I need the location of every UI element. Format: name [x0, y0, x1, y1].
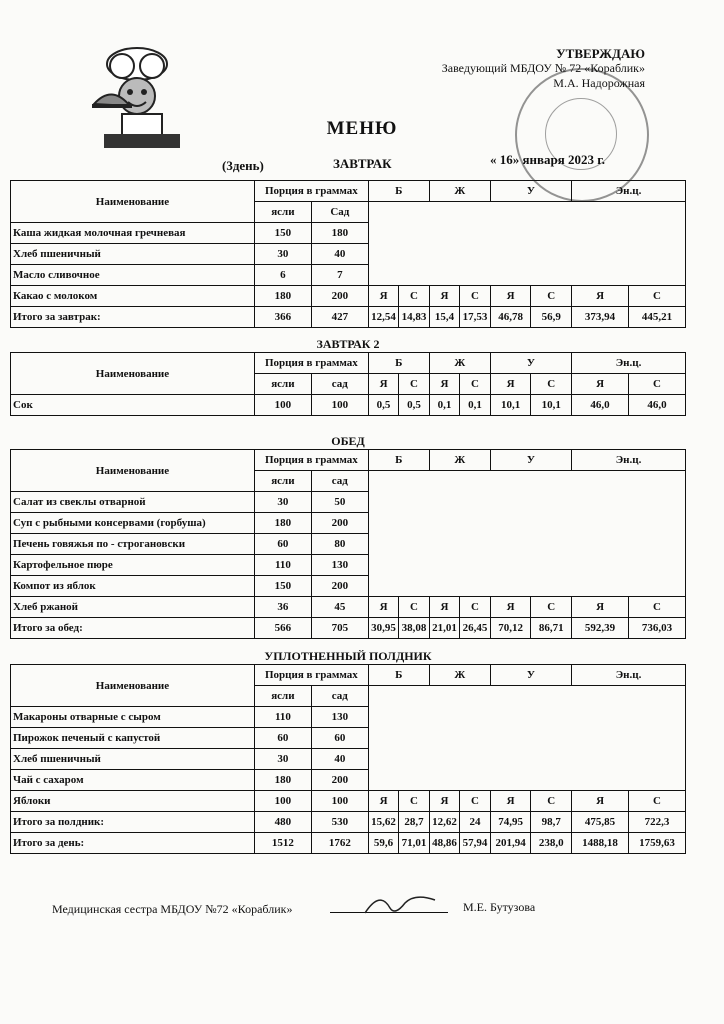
table-row [11, 791, 686, 812]
item-yasli: 110 [254, 555, 311, 576]
item-name: Каша жидкая молочная гречневая [11, 223, 255, 244]
item-name: Суп с рыбными консервами (горбуша) [11, 513, 255, 534]
header-portion: Порция в граммах [254, 353, 368, 374]
total-value: 12,54 [368, 307, 398, 328]
header-en: Эн.ц. [572, 450, 686, 471]
total-yasli: 566 [254, 618, 311, 639]
blank-area [368, 223, 685, 244]
table-row [11, 492, 686, 513]
table-row [11, 265, 686, 286]
item-sad: 200 [311, 286, 368, 307]
total-value: 71,01 [399, 833, 429, 854]
table-row [11, 576, 686, 597]
total-value: 14,83 [399, 307, 429, 328]
day-label: (3день) [222, 158, 264, 173]
header-ya: Я [368, 597, 398, 618]
total-value: 30,95 [368, 618, 398, 639]
item-name: Салат из свеклы отварной [11, 492, 255, 513]
breakfast2-table [10, 352, 686, 416]
item-sad: 40 [311, 749, 368, 770]
snack-table [10, 664, 686, 854]
item-sad: 7 [311, 265, 368, 286]
total-value: 1488,18 [572, 833, 629, 854]
item-name: Хлеб пшеничный [11, 244, 255, 265]
header-name: Наименование [11, 665, 255, 707]
header-s: С [629, 791, 686, 812]
header-s: С [629, 597, 686, 618]
item-sad: 40 [311, 244, 368, 265]
table-row [11, 728, 686, 749]
total-value: 26,45 [460, 618, 491, 639]
lunch-table [10, 449, 686, 639]
item-yasli: 30 [254, 492, 311, 513]
page-title: МЕНЮ [326, 118, 398, 139]
header-sad: сад [311, 686, 368, 707]
table-row [11, 513, 686, 534]
header-s: С [399, 286, 429, 307]
total-value: 238,0 [531, 833, 572, 854]
header-name: Наименование [11, 181, 255, 223]
item-value: 10,1 [531, 395, 572, 416]
blank-area [368, 728, 685, 749]
header-u: У [490, 353, 571, 374]
item-name: Компот из яблок [11, 576, 255, 597]
total-row [11, 812, 686, 833]
blank-area [368, 686, 685, 707]
breakfast-title: ЗАВТРАК [333, 156, 392, 171]
header-sad: сад [311, 374, 368, 395]
blank-area [368, 492, 685, 513]
total-value: 15,62 [368, 812, 398, 833]
header-s: С [531, 286, 572, 307]
total-name: Итого за обед: [11, 618, 255, 639]
item-yasli: 6 [254, 265, 311, 286]
total-value: 373,94 [572, 307, 629, 328]
total-value: 17,53 [460, 307, 491, 328]
header-s: С [399, 374, 429, 395]
total-value: 57,94 [460, 833, 491, 854]
table-row [11, 223, 686, 244]
total-value: 592,39 [572, 618, 629, 639]
blank-area [368, 513, 685, 534]
total-yasli: 1512 [254, 833, 311, 854]
item-yasli: 150 [254, 576, 311, 597]
header-b: Б [368, 450, 429, 471]
approval-name: М.А. Надорожная [553, 76, 645, 90]
total-value: 736,03 [629, 618, 686, 639]
breakfast-table [10, 180, 686, 328]
total-value: 70,12 [490, 618, 531, 639]
header-zh: Ж [429, 353, 490, 374]
item-value: 46,0 [629, 395, 686, 416]
item-sad: 50 [311, 492, 368, 513]
header-s: С [460, 286, 491, 307]
total-value: 38,08 [399, 618, 429, 639]
item-yasli: 150 [254, 223, 311, 244]
header-s: С [460, 374, 491, 395]
total-row [11, 618, 686, 639]
breakfast2-title: ЗАВТРАК 2 [316, 337, 380, 351]
blank-area [368, 202, 685, 223]
item-yasli: 110 [254, 707, 311, 728]
date-label: « 16» января 2023 г. [490, 152, 605, 167]
total-value: 46,78 [490, 307, 531, 328]
item-name: Яблоки [11, 791, 255, 812]
header-s: С [629, 374, 686, 395]
item-name: Пирожок печеный с капустой [11, 728, 255, 749]
item-yasli: 180 [254, 513, 311, 534]
total-name: Итого за завтрак: [11, 307, 255, 328]
total-value: 12,62 [429, 812, 459, 833]
item-name: Чай с сахаром [11, 770, 255, 791]
footer-position: Медицинская сестра МБДОУ №72 «Кораблик» [52, 902, 293, 916]
item-value: 0,5 [399, 395, 429, 416]
total-value: 98,7 [531, 812, 572, 833]
header-yasli: ясли [254, 374, 311, 395]
item-name: Какао с молоком [11, 286, 255, 307]
item-sad: 80 [311, 534, 368, 555]
total-value: 48,86 [429, 833, 459, 854]
item-sad: 60 [311, 728, 368, 749]
lunch-title: ОБЕД [331, 434, 365, 448]
table-row [11, 555, 686, 576]
item-yasli: 60 [254, 728, 311, 749]
header-ya: Я [572, 597, 629, 618]
item-sad: 130 [311, 707, 368, 728]
item-name: Хлеб пшеничный [11, 749, 255, 770]
header-s: С [531, 597, 572, 618]
item-name: Печень говяжья по - строгановски [11, 534, 255, 555]
header-zh: Ж [429, 450, 490, 471]
header-b: Б [368, 353, 429, 374]
total-sad: 530 [311, 812, 368, 833]
header-portion: Порция в граммах [254, 181, 368, 202]
item-name: Макароны отварные с сыром [11, 707, 255, 728]
header-ya: Я [490, 791, 531, 812]
blank-area [368, 555, 685, 576]
header-s: С [460, 597, 491, 618]
header-sad: сад [311, 471, 368, 492]
header-s: С [629, 286, 686, 307]
header-ya: Я [368, 374, 398, 395]
item-yasli: 100 [254, 791, 311, 812]
header-portion: Порция в граммах [254, 450, 368, 471]
total-value: 445,21 [629, 307, 686, 328]
item-name: Масло сливочное [11, 265, 255, 286]
total-value: 74,95 [490, 812, 531, 833]
header-b: Б [368, 181, 429, 202]
header-ya: Я [368, 286, 398, 307]
footer-nurse-name: М.Е. Бутузова [463, 900, 536, 914]
header-ya: Я [490, 597, 531, 618]
item-yasli: 30 [254, 244, 311, 265]
total-row [11, 307, 686, 328]
total-row [11, 833, 686, 854]
blank-area [368, 534, 685, 555]
header-name: Наименование [11, 353, 255, 395]
total-value: 201,94 [490, 833, 531, 854]
table-row [11, 244, 686, 265]
blank-area [368, 265, 685, 286]
total-value: 21,01 [429, 618, 459, 639]
item-value: 46,0 [572, 395, 629, 416]
item-yasli: 60 [254, 534, 311, 555]
total-value: 28,7 [399, 812, 429, 833]
header-s: С [460, 791, 491, 812]
approval-title: УТВЕРЖДАЮ [556, 46, 645, 61]
blank-area [368, 576, 685, 597]
item-sad: 130 [311, 555, 368, 576]
total-yasli: 366 [254, 307, 311, 328]
total-value: 59,6 [368, 833, 398, 854]
table-row [11, 749, 686, 770]
item-sad: 200 [311, 576, 368, 597]
approval-position: Заведующий МБДОУ № 72 «Кораблик» [441, 61, 645, 75]
header-u: У [490, 665, 571, 686]
total-name: Итого за день: [11, 833, 255, 854]
header-ya: Я [572, 374, 629, 395]
header-ya: Я [572, 791, 629, 812]
item-sad: 45 [311, 597, 368, 618]
header-zh: Ж [429, 181, 490, 202]
header-s: С [399, 597, 429, 618]
header-en: Эн.ц. [572, 353, 686, 374]
total-value: 1759,63 [629, 833, 686, 854]
total-value: 56,9 [531, 307, 572, 328]
header-yasli: ясли [254, 686, 311, 707]
table-row [11, 597, 686, 618]
item-value: 0,1 [460, 395, 491, 416]
header-sad: Сад [311, 202, 368, 223]
blank-area [368, 244, 685, 265]
header-yasli: ясли [254, 202, 311, 223]
table-row [11, 395, 686, 416]
total-name: Итого за полдник: [11, 812, 255, 833]
blank-area [368, 471, 685, 492]
item-name: Картофельное пюре [11, 555, 255, 576]
item-sad: 100 [311, 791, 368, 812]
item-value: 0,1 [429, 395, 459, 416]
item-yasli: 30 [254, 749, 311, 770]
total-yasli: 480 [254, 812, 311, 833]
total-value: 86,71 [531, 618, 572, 639]
header-yasli: ясли [254, 471, 311, 492]
table-row [11, 707, 686, 728]
item-sad: 100 [311, 395, 368, 416]
item-sad: 200 [311, 770, 368, 791]
header-en: Эн.ц. [572, 665, 686, 686]
table-row [11, 286, 686, 307]
item-yasli: 180 [254, 286, 311, 307]
item-sad: 200 [311, 513, 368, 534]
header-s: С [531, 374, 572, 395]
header-ya: Я [368, 791, 398, 812]
blank-area [368, 770, 685, 791]
table-row [11, 770, 686, 791]
total-value: 475,85 [572, 812, 629, 833]
header-s: С [531, 791, 572, 812]
total-value: 722,3 [629, 812, 686, 833]
item-yasli: 180 [254, 770, 311, 791]
header-b: Б [368, 665, 429, 686]
blank-area [368, 707, 685, 728]
item-value: 0,5 [368, 395, 398, 416]
header-ya: Я [429, 791, 459, 812]
blank-area [368, 749, 685, 770]
header-ya: Я [490, 286, 531, 307]
header-ya: Я [490, 374, 531, 395]
total-sad: 427 [311, 307, 368, 328]
table-row [11, 534, 686, 555]
total-sad: 1762 [311, 833, 368, 854]
total-sad: 705 [311, 618, 368, 639]
header-zh: Ж [429, 665, 490, 686]
signature-icon [360, 888, 440, 918]
item-sad: 180 [311, 223, 368, 244]
item-yasli: 36 [254, 597, 311, 618]
item-value: 10,1 [490, 395, 531, 416]
header-portion: Порция в граммах [254, 665, 368, 686]
header-ya: Я [572, 286, 629, 307]
approval-block [395, 46, 645, 91]
header-u: У [490, 450, 571, 471]
header-u: У [490, 181, 571, 202]
snack-title: УПЛОТНЕННЫЙ ПОЛДНИК [264, 649, 432, 663]
header-s: С [399, 791, 429, 812]
header-ya: Я [429, 286, 459, 307]
header-en: Эн.ц. [572, 181, 686, 202]
total-value: 24 [460, 812, 491, 833]
total-value: 15,4 [429, 307, 459, 328]
header-ya: Я [429, 374, 459, 395]
item-yasli: 100 [254, 395, 311, 416]
header-ya: Я [429, 597, 459, 618]
header-name: Наименование [11, 450, 255, 492]
item-name: Сок [11, 395, 255, 416]
item-name: Хлеб ржаной [11, 597, 255, 618]
